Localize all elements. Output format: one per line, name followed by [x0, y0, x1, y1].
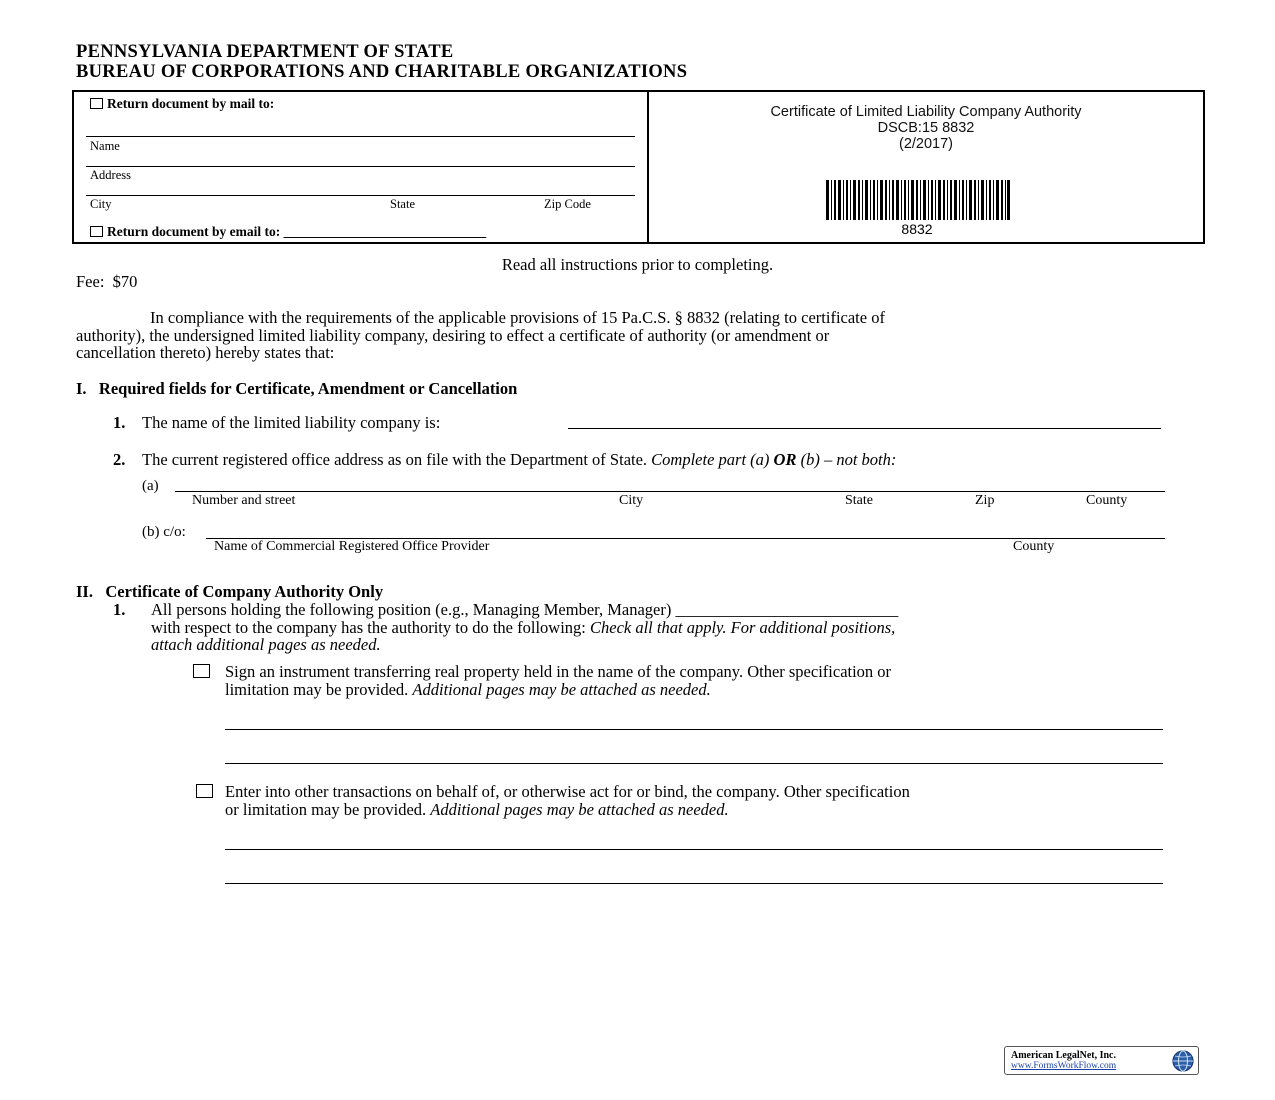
other-transactions-checkbox[interactable] — [196, 784, 213, 798]
option-1-italic: Additional pages may be attached as needed. — [412, 680, 711, 699]
return-document-box — [72, 90, 649, 244]
option-1-line-1: Sign an instrument transferring real property held in the name of the company. Other specification or — [225, 662, 892, 681]
part-a-text: Complete part (a) — [651, 450, 774, 469]
check-all-note: Check all that apply. For additional positions, — [590, 618, 896, 637]
instructions-note: Read all instructions prior to completing. — [501, 255, 774, 274]
return-by-email-checkbox[interactable] — [90, 226, 103, 237]
agency-title: PENNSYLVANIA DEPARTMENT OF STATE — [76, 42, 454, 62]
form-title: Certificate of Limited Liability Company Authority — [770, 104, 1082, 120]
option-1-specification-line-2[interactable] — [225, 763, 1163, 764]
option-1-line-2 — [225, 680, 711, 700]
option-1-specification-line-1[interactable] — [225, 729, 1163, 730]
zip-code-label: Zip Code — [544, 197, 591, 211]
city-label: City — [90, 197, 112, 211]
barcode — [826, 180, 1010, 220]
county-caption-b: County — [1013, 539, 1055, 554]
county-caption-a: County — [1086, 493, 1128, 508]
city-caption: City — [619, 493, 644, 508]
city-state-zip-line[interactable] — [86, 195, 635, 196]
fee: Fee: $70 — [76, 272, 138, 291]
company-name-label: The name of the limited liability company is: — [142, 413, 441, 432]
name-line[interactable] — [86, 136, 635, 137]
option-2-plain: or limitation may be provided. — [225, 800, 431, 819]
number-street-label: Number and street — [192, 493, 296, 508]
or-text: OR — [773, 450, 797, 469]
address-line[interactable] — [86, 166, 635, 167]
item-1-number: 1. — [113, 413, 126, 432]
form-info-box — [647, 90, 1205, 244]
part-b-text: (b) – not both: — [796, 450, 897, 469]
option-2-specification-line-1[interactable] — [225, 849, 1163, 850]
item-2-number: 2. — [113, 450, 126, 469]
address-label: Address — [90, 168, 131, 182]
return-by-mail-checkbox[interactable] — [90, 98, 103, 109]
sign-instrument-checkbox[interactable] — [193, 664, 210, 678]
option-2-specification-line-2[interactable] — [225, 883, 1163, 884]
form-date: (2/2017) — [898, 136, 953, 152]
bureau-title: BUREAU OF CORPORATIONS AND CHARITABLE ORGANIZATIONS — [76, 62, 688, 82]
registered-office-text: The current registered office address as on file with the Department of State. — [142, 450, 652, 469]
form-code: DSCB:15 8832 — [877, 120, 975, 136]
form-info — [649, 104, 1203, 152]
section-2-heading: II. Certificate of Company Authority Only — [76, 582, 384, 601]
state-caption: State — [845, 493, 873, 508]
registered-office-instruction — [142, 450, 896, 470]
section-2-item-1-number: 1. — [113, 600, 126, 619]
section-1-heading: I. Required fields for Certificate, Amendment or Cancellation — [76, 379, 518, 398]
option-2-italic: Additional pages may be attached as needed. — [430, 800, 729, 819]
footer-website-link[interactable]: www.FormsWorkFlow.com — [1011, 1061, 1117, 1071]
option-2-line-1: Enter into other transactions on behalf of, or otherwise act for or bind, the company. Other specification — [225, 782, 910, 801]
option-2-line-2 — [225, 800, 729, 820]
part-b-label: (b) c/o: — [142, 524, 186, 540]
company-name-field[interactable] — [568, 428, 1161, 429]
position-line: All persons holding the following position (e.g., Managing Member, Manager) ___________________________ — [151, 600, 899, 619]
part-a-label: (a) — [142, 478, 159, 494]
return-by-mail-row[interactable] — [90, 96, 274, 112]
footer-badge[interactable] — [1004, 1046, 1199, 1075]
return-by-email-label: Return document by email to: ______________________________ — [107, 224, 487, 239]
footer-company: American LegalNet, Inc. — [1011, 1050, 1116, 1061]
name-label: Name — [90, 139, 120, 153]
state-label: State — [390, 197, 415, 211]
authority-text: with respect to the company has the authority to do the following: — [151, 618, 590, 637]
return-by-mail-label: Return document by mail to: — [107, 96, 275, 111]
intro-line-3: cancellation thereto) hereby states that: — [76, 343, 335, 362]
attach-pages-note — [151, 635, 381, 655]
option-1-plain: limitation may be provided. — [225, 680, 413, 699]
attach-pages-text: attach additional pages as needed. — [151, 635, 381, 654]
intro-line-1: In compliance with the requirements of the applicable provisions of 15 Pa.C.S. § 8832 (relating to certificate of — [150, 308, 885, 327]
intro-line-2: authority), the undersigned limited liability company, desiring to effect a certificate of authority (or amendment or — [76, 326, 830, 345]
barcode-number: 8832 — [901, 221, 933, 237]
return-by-email-row[interactable] — [90, 224, 486, 240]
zip-caption: Zip — [975, 493, 995, 508]
provider-caption: Name of Commercial Registered Office Provider — [214, 539, 490, 554]
registered-office-address-field[interactable] — [175, 491, 1165, 492]
globe-icon — [1171, 1049, 1195, 1073]
